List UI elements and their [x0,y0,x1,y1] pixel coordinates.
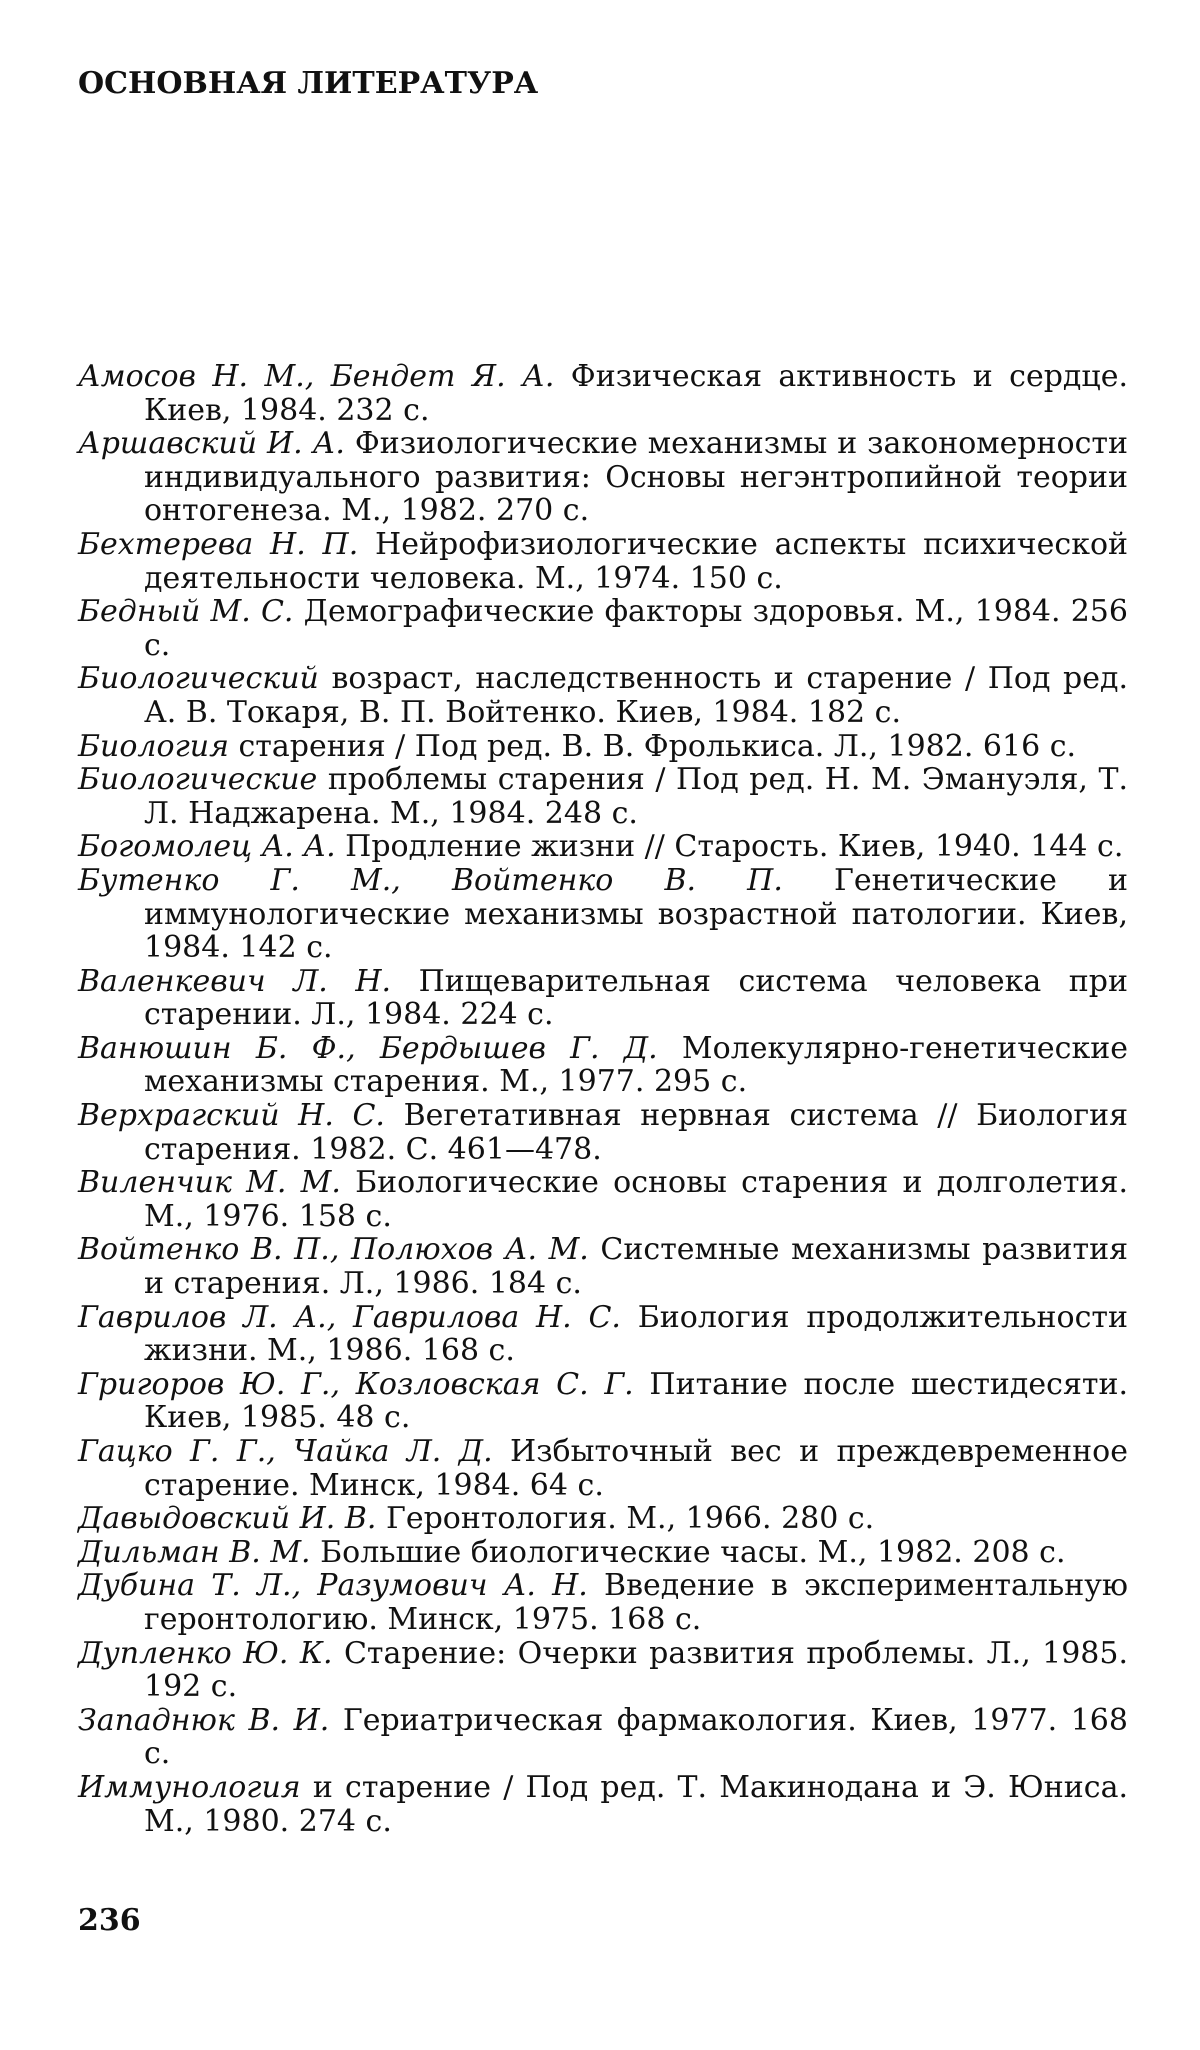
reference-text: Системные механизмы развития и старения. Л., 1986. 184 с. [144,1232,1128,1302]
reference-authors: Дильман В. М. [78,1534,311,1570]
reference-entry [78,763,1128,830]
reference-text: Вегетативная нервная система // Биология старения. 1982. С. 461—478. [144,1098,1128,1167]
reference-entry [78,1032,1128,1099]
reference-entry [78,965,1128,1032]
reference-text: старения / Под ред. В. В. Фролькиса. Л., 1982. 616 с. [228,728,1077,764]
reference-text: Биологические основы старения и долголетия. М., 1976. 158 с. [144,1165,1128,1234]
reference-text: Биология продолжительности жизни. М., 1986. 168 с. [144,1299,1128,1369]
reference-entry [78,1099,1128,1166]
reference-entry [78,1368,1128,1435]
reference-text: Геронтология. М., 1966. 280 с. [376,1501,875,1537]
reference-text: возраст, наследственность и старение / Под ред. А. В. Токаря, В. П. Войтенко. Киев, 1984. 182 с. [144,661,1128,730]
reference-text: Гериатрическая фармакология. Киев, 1977. 168 с. [144,1702,1128,1772]
reference-text: Избыточный вес и преждевременное старение. Минск, 1984. 64 с. [144,1434,1128,1503]
reference-authors: Биологические [78,762,318,798]
reference-entry [78,1771,1128,1838]
reference-entry [78,595,1128,662]
reference-authors: Дубина Т. Л., Разумович А. Н. [78,1568,588,1604]
reference-entry [78,1502,1128,1536]
reference-entry [78,1637,1128,1704]
reference-entry [78,427,1128,528]
reference-text: Нейрофизиологические аспекты психической деятельности человека. М., 1974. 150 с. [144,526,1128,596]
reference-authors: Биологический [78,661,319,697]
reference-entry [78,1536,1128,1570]
reference-authors: Аршавский И. А. [78,426,345,462]
reference-authors: Дупленко Ю. К. [78,1635,333,1671]
reference-authors: Верхрагский Н. С. [78,1098,385,1134]
reference-entry [78,662,1128,729]
reference-text: Физическая активность и сердце. Киев, 1984. 232 с. [144,359,1128,428]
reference-text: Питание после шестидесяти. Киев, 1985. 48 с. [144,1366,1129,1436]
reference-entry [78,1704,1128,1771]
reference-authors: Давыдовский И. В. [78,1501,377,1537]
reference-entry [78,730,1128,764]
reference-entry [78,528,1128,595]
page-number: 236 [78,1903,141,1938]
reference-entry [78,1233,1128,1300]
reference-text: проблемы старения / Под ред. Н. М. Эмануэля, Т. Л. Наджарена. М., 1984. 248 с. [144,762,1128,831]
reference-authors: Иммунология [78,1769,301,1805]
reference-entry [78,1166,1128,1233]
reference-authors: Западнюк В. И. [78,1702,330,1738]
reference-text: Большие биологические часы. М., 1982. 208 с. [310,1534,1066,1570]
reference-authors: Бехтерева Н. П. [78,526,359,562]
reference-list [78,360,1128,1838]
reference-authors: Биология [78,728,229,764]
reference-authors: Виленчик М. М. [78,1165,341,1201]
reference-text: Генетические и иммунологические механизмы возрастной патологии. Киев, 1984. 142 с. [144,862,1128,966]
reference-text: Введение в экспериментальную геронтологию. Минск, 1975. 168 с. [144,1568,1128,1637]
reference-text: Физиологические механизмы и закономерности индивидуального развития: Основы негэнтропийной теории онтогенеза. М., 1982. 270 с. [144,426,1128,529]
reference-authors: Бутенко Г. М., Войтенко В. П. [78,862,783,898]
reference-authors: Богомолец А. А. [78,829,336,865]
reference-text: Молекулярно-генетические механизмы старения. М., 1977. 295 с. [144,1030,1128,1100]
reference-authors: Ванюшин Б. Ф., Бердышев Г. Д. [78,1030,658,1066]
reference-authors: Григоров Ю. Г., Козловская С. Г. [78,1366,634,1402]
reference-entry [78,830,1128,864]
reference-text: и старение / Под ред. Т. Макинодана и Э. Юниса. М., 1980. 274 с. [144,1769,1128,1839]
reference-text: Продление жизни // Старость. Киев, 1940. 144 с. [335,829,1124,865]
reference-entry [78,360,1128,427]
reference-text: Старение: Очерки развития проблемы. Л., 1985. 192 с. [144,1635,1128,1705]
reference-authors: Войтенко В. П., Полюхов А. М. [78,1232,589,1268]
reference-entry [78,864,1128,965]
reference-entry [78,1435,1128,1502]
reference-authors: Валенкевич Л. Н. [78,963,392,999]
reference-authors: Гацко Г. Г., Чайка Л. Д. [78,1434,493,1469]
reference-entry [78,1301,1128,1368]
reference-text: Пищеварительная система человека при старении. Л., 1984. 224 с. [144,963,1128,1033]
reference-authors: Бедный М. С. [78,594,294,630]
section-heading: ОСНОВНАЯ ЛИТЕРАТУРА [78,66,539,101]
reference-authors: Гаврилов Л. А., Гаврилова Н. С. [78,1299,621,1335]
reference-authors: Амосов Н. М., Бендет Я. А. [78,359,555,394]
reference-entry [78,1569,1128,1636]
reference-text: Демографические факторы здоровья. М., 1984. 256 с. [144,594,1128,663]
